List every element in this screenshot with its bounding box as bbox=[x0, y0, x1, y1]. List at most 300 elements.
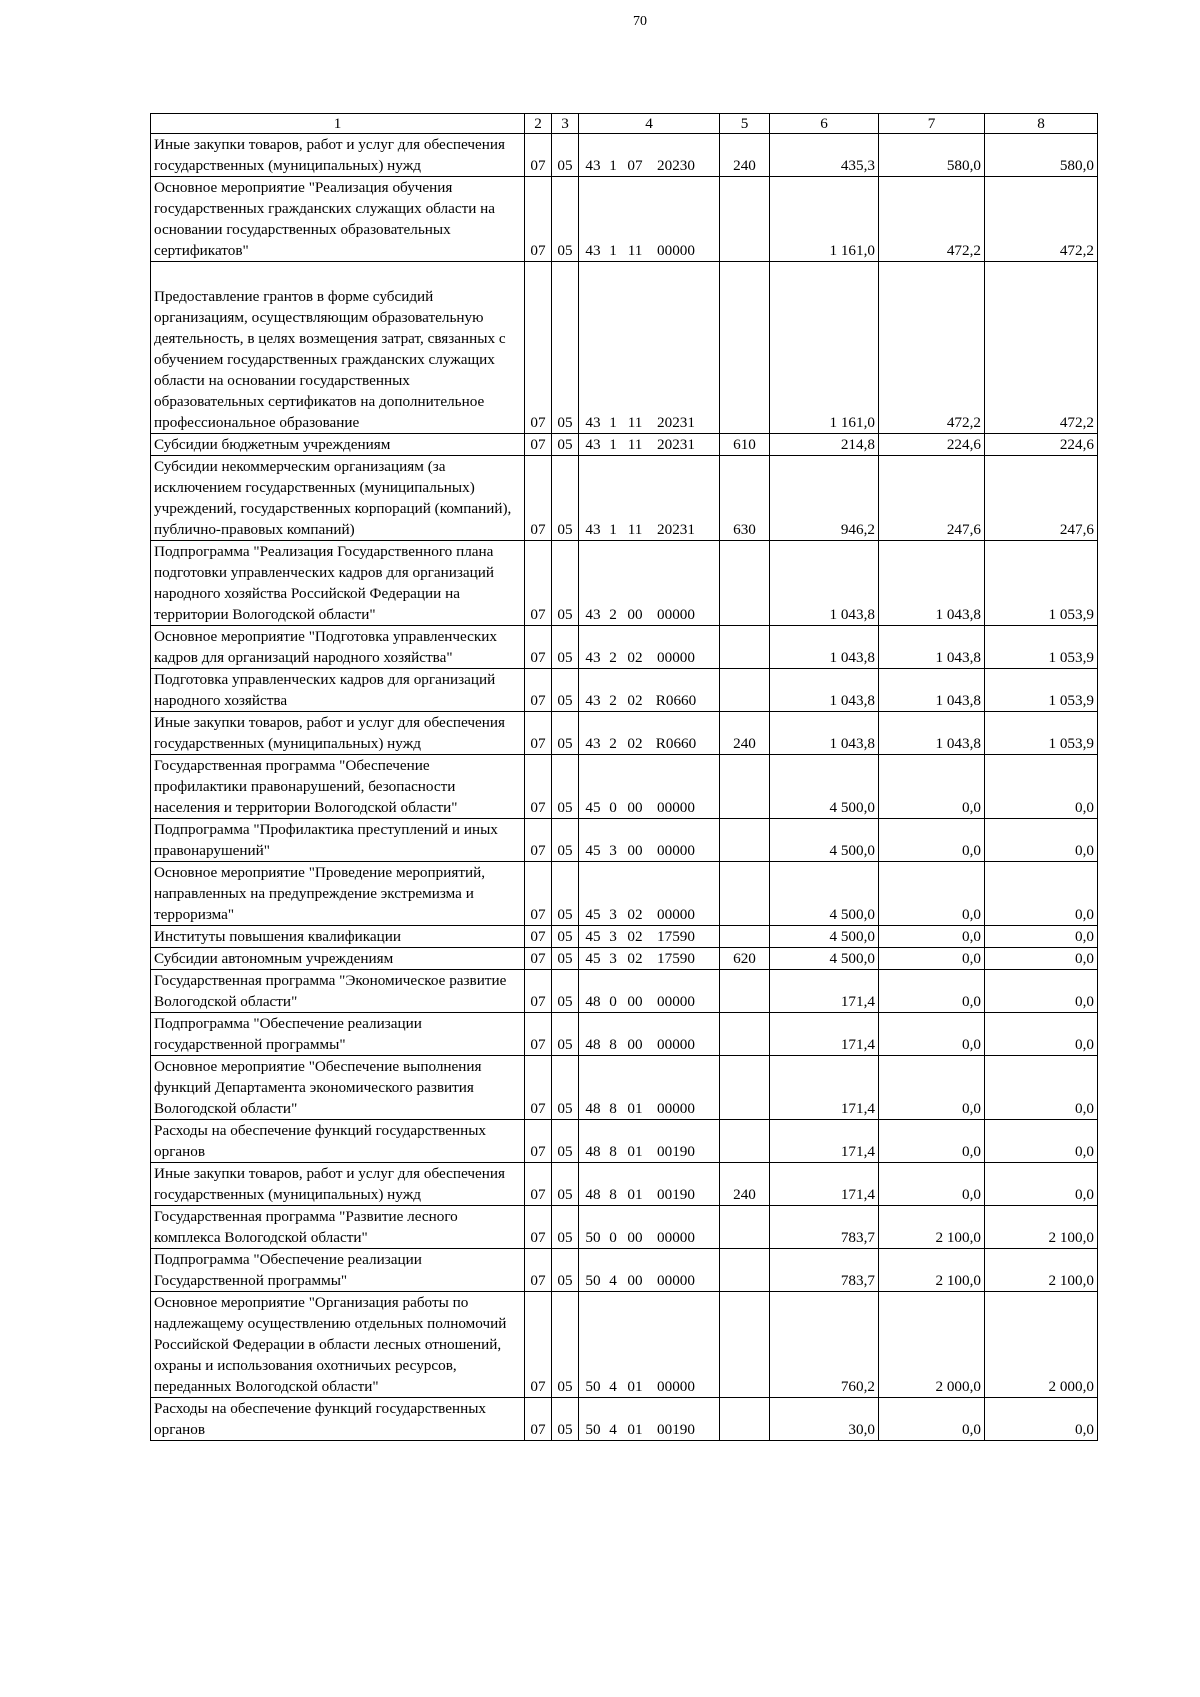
row-target-code bbox=[579, 134, 720, 177]
header-col-6: 6 bbox=[770, 114, 879, 134]
row-amount-7: 472,2 bbox=[879, 262, 985, 434]
row-amount-6: 783,7 bbox=[770, 1206, 879, 1249]
row-amount-6: 4 500,0 bbox=[770, 862, 879, 926]
row-section: 07 bbox=[525, 669, 552, 712]
code-direction: 20231 bbox=[657, 436, 695, 453]
row-name: Основное мероприятие "Обеспечение выполнения функций Департамента экономического развития Вологодской области" bbox=[151, 1056, 525, 1120]
row-amount-7: 0,0 bbox=[879, 970, 985, 1013]
row-amount-8: 0,0 bbox=[985, 755, 1098, 819]
row-amount-6: 30,0 bbox=[770, 1398, 879, 1441]
row-amount-7: 580,0 bbox=[879, 134, 985, 177]
row-section: 07 bbox=[525, 970, 552, 1013]
table-row bbox=[151, 1163, 1098, 1206]
code-direction: 00000 bbox=[657, 1036, 695, 1053]
code-direction: 00000 bbox=[657, 606, 695, 623]
row-name: Государственная программа "Экономическое развитие Вологодской области" bbox=[151, 970, 525, 1013]
row-amount-6: 1 043,8 bbox=[770, 541, 879, 626]
table-row bbox=[151, 755, 1098, 819]
code-program: 43 bbox=[585, 157, 601, 174]
row-name: Предоставление грантов в форме субсидий организациям, осуществляющим образовательную деятельность, в целях возмещения затрат, связанных с обучением государственных гражданских служащих области на основании государственных образовательных сертификатов на дополнительное профессиональное образование bbox=[151, 262, 525, 434]
row-amount-8: 1 053,9 bbox=[985, 712, 1098, 755]
code-direction: 20230 bbox=[657, 157, 695, 174]
row-amount-6: 4 500,0 bbox=[770, 819, 879, 862]
row-name: Институты повышения квалификации bbox=[151, 926, 525, 948]
row-amount-6: 783,7 bbox=[770, 1249, 879, 1292]
code-program: 45 bbox=[585, 799, 601, 816]
header-col-3: 3 bbox=[552, 114, 579, 134]
row-name: Основное мероприятие "Подготовка управленческих кадров для организаций народного хозяйства" bbox=[151, 626, 525, 669]
code-program: 50 bbox=[585, 1421, 601, 1438]
row-amount-7: 1 043,8 bbox=[879, 626, 985, 669]
row-amount-8: 472,2 bbox=[985, 262, 1098, 434]
row-amount-8: 0,0 bbox=[985, 926, 1098, 948]
row-section: 07 bbox=[525, 1013, 552, 1056]
row-subsection: 05 bbox=[552, 541, 579, 626]
table-row bbox=[151, 862, 1098, 926]
code-subprogram: 4 bbox=[609, 1421, 617, 1438]
code-event: 02 bbox=[627, 649, 643, 666]
row-expense-type bbox=[720, 1056, 770, 1120]
row-target-code bbox=[579, 177, 720, 262]
code-subprogram: 0 bbox=[609, 1229, 617, 1246]
row-section: 07 bbox=[525, 755, 552, 819]
code-subprogram: 3 bbox=[609, 928, 617, 945]
row-amount-7: 247,6 bbox=[879, 456, 985, 541]
row-section: 07 bbox=[525, 1056, 552, 1120]
code-subprogram: 1 bbox=[609, 436, 617, 453]
row-amount-8: 224,6 bbox=[985, 434, 1098, 456]
row-section: 07 bbox=[525, 1249, 552, 1292]
row-target-code bbox=[579, 712, 720, 755]
table-row bbox=[151, 541, 1098, 626]
row-amount-6: 171,4 bbox=[770, 1013, 879, 1056]
row-expense-type bbox=[720, 1206, 770, 1249]
code-subprogram: 2 bbox=[609, 692, 617, 709]
row-amount-6: 171,4 bbox=[770, 1056, 879, 1120]
row-amount-6: 171,4 bbox=[770, 1120, 879, 1163]
code-subprogram: 2 bbox=[609, 606, 617, 623]
code-subprogram: 2 bbox=[609, 649, 617, 666]
row-subsection: 05 bbox=[552, 1249, 579, 1292]
row-target-code bbox=[579, 1292, 720, 1398]
row-subsection: 05 bbox=[552, 1206, 579, 1249]
row-expense-type: 630 bbox=[720, 456, 770, 541]
table-row bbox=[151, 669, 1098, 712]
row-subsection: 05 bbox=[552, 926, 579, 948]
row-amount-8: 472,2 bbox=[985, 177, 1098, 262]
row-amount-8: 0,0 bbox=[985, 1163, 1098, 1206]
row-name: Подпрограмма "Профилактика преступлений и иных правонарушений" bbox=[151, 819, 525, 862]
code-event: 11 bbox=[627, 521, 643, 538]
row-amount-7: 1 043,8 bbox=[879, 712, 985, 755]
code-event: 01 bbox=[627, 1143, 643, 1160]
code-subprogram: 0 bbox=[609, 993, 617, 1010]
row-expense-type bbox=[720, 626, 770, 669]
row-amount-6: 4 500,0 bbox=[770, 948, 879, 970]
row-amount-8: 1 053,9 bbox=[985, 626, 1098, 669]
row-section: 07 bbox=[525, 134, 552, 177]
row-amount-8: 0,0 bbox=[985, 970, 1098, 1013]
row-amount-7: 0,0 bbox=[879, 819, 985, 862]
code-program: 48 bbox=[585, 993, 601, 1010]
table-row bbox=[151, 626, 1098, 669]
row-amount-8: 0,0 bbox=[985, 862, 1098, 926]
row-section: 07 bbox=[525, 862, 552, 926]
row-section: 07 bbox=[525, 456, 552, 541]
row-target-code bbox=[579, 862, 720, 926]
row-expense-type bbox=[720, 1398, 770, 1441]
row-amount-7: 1 043,8 bbox=[879, 541, 985, 626]
code-program: 43 bbox=[585, 436, 601, 453]
code-direction: 00000 bbox=[657, 1272, 695, 1289]
row-target-code bbox=[579, 926, 720, 948]
row-name: Государственная программа "Развитие лесного комплекса Вологодской области" bbox=[151, 1206, 525, 1249]
code-event: 00 bbox=[627, 842, 643, 859]
row-amount-8: 247,6 bbox=[985, 456, 1098, 541]
row-amount-8: 1 053,9 bbox=[985, 541, 1098, 626]
table-row bbox=[151, 262, 1098, 434]
code-subprogram: 8 bbox=[609, 1100, 617, 1117]
header-col-5: 5 bbox=[720, 114, 770, 134]
row-amount-6: 1 161,0 bbox=[770, 177, 879, 262]
code-subprogram: 8 bbox=[609, 1186, 617, 1203]
code-program: 48 bbox=[585, 1036, 601, 1053]
code-direction: 20231 bbox=[657, 521, 695, 538]
code-event: 02 bbox=[627, 692, 643, 709]
code-direction: 00190 bbox=[657, 1421, 695, 1438]
row-amount-7: 224,6 bbox=[879, 434, 985, 456]
row-target-code bbox=[579, 262, 720, 434]
code-direction: 00000 bbox=[657, 906, 695, 923]
row-name: Подпрограмма "Реализация Государственного плана подготовки управленческих кадров для организаций народного хозяйства Российской Федерации на территории Вологодской области" bbox=[151, 541, 525, 626]
code-event: 11 bbox=[627, 414, 643, 431]
table-row bbox=[151, 1120, 1098, 1163]
row-amount-8: 0,0 bbox=[985, 819, 1098, 862]
code-event: 00 bbox=[627, 1229, 643, 1246]
row-amount-6: 1 043,8 bbox=[770, 626, 879, 669]
code-event: 00 bbox=[627, 1272, 643, 1289]
row-expense-type: 620 bbox=[720, 948, 770, 970]
row-amount-8: 2 100,0 bbox=[985, 1206, 1098, 1249]
code-event: 02 bbox=[627, 735, 643, 752]
code-direction: 00000 bbox=[657, 649, 695, 666]
row-name: Субсидии автономным учреждениям bbox=[151, 948, 525, 970]
row-amount-8: 1 053,9 bbox=[985, 669, 1098, 712]
row-expense-type bbox=[720, 755, 770, 819]
row-expense-type: 240 bbox=[720, 1163, 770, 1206]
row-amount-8: 0,0 bbox=[985, 1013, 1098, 1056]
table-row bbox=[151, 456, 1098, 541]
row-expense-type bbox=[720, 819, 770, 862]
row-target-code bbox=[579, 970, 720, 1013]
row-subsection: 05 bbox=[552, 1056, 579, 1120]
code-subprogram: 4 bbox=[609, 1378, 617, 1395]
row-name: Расходы на обеспечение функций государственных органов bbox=[151, 1120, 525, 1163]
row-section: 07 bbox=[525, 1163, 552, 1206]
table-row bbox=[151, 134, 1098, 177]
row-name: Иные закупки товаров, работ и услуг для обеспечения государственных (муниципальных) нужд bbox=[151, 712, 525, 755]
row-section: 07 bbox=[525, 262, 552, 434]
row-target-code bbox=[579, 1013, 720, 1056]
row-subsection: 05 bbox=[552, 626, 579, 669]
code-program: 45 bbox=[585, 950, 601, 967]
row-amount-7: 0,0 bbox=[879, 1056, 985, 1120]
header-col-1: 1 bbox=[151, 114, 525, 134]
row-target-code bbox=[579, 669, 720, 712]
row-subsection: 05 bbox=[552, 712, 579, 755]
code-program: 43 bbox=[585, 606, 601, 623]
row-target-code bbox=[579, 1120, 720, 1163]
row-section: 07 bbox=[525, 177, 552, 262]
code-subprogram: 0 bbox=[609, 799, 617, 816]
row-section: 07 bbox=[525, 434, 552, 456]
code-direction: 00000 bbox=[657, 993, 695, 1010]
code-direction: 17590 bbox=[657, 928, 695, 945]
row-amount-8: 2 000,0 bbox=[985, 1292, 1098, 1398]
row-subsection: 05 bbox=[552, 134, 579, 177]
row-amount-7: 0,0 bbox=[879, 755, 985, 819]
code-direction: R0660 bbox=[655, 735, 697, 752]
row-target-code bbox=[579, 948, 720, 970]
row-expense-type bbox=[720, 1013, 770, 1056]
row-target-code bbox=[579, 1249, 720, 1292]
row-subsection: 05 bbox=[552, 177, 579, 262]
row-subsection: 05 bbox=[552, 1398, 579, 1441]
code-direction: 17590 bbox=[657, 950, 695, 967]
row-subsection: 05 bbox=[552, 1292, 579, 1398]
row-expense-type bbox=[720, 926, 770, 948]
table-row bbox=[151, 1292, 1098, 1398]
code-direction: 00000 bbox=[657, 842, 695, 859]
code-direction: 20231 bbox=[657, 414, 695, 431]
row-target-code bbox=[579, 755, 720, 819]
row-section: 07 bbox=[525, 926, 552, 948]
row-amount-7: 0,0 bbox=[879, 1013, 985, 1056]
row-target-code bbox=[579, 819, 720, 862]
code-program: 50 bbox=[585, 1229, 601, 1246]
code-direction: 00000 bbox=[657, 1229, 695, 1246]
row-expense-type bbox=[720, 1120, 770, 1163]
code-event: 01 bbox=[627, 1421, 643, 1438]
row-amount-7: 0,0 bbox=[879, 1163, 985, 1206]
header-row bbox=[151, 114, 1098, 134]
code-program: 43 bbox=[585, 414, 601, 431]
row-amount-8: 0,0 bbox=[985, 948, 1098, 970]
row-subsection: 05 bbox=[552, 819, 579, 862]
row-amount-7: 2 100,0 bbox=[879, 1249, 985, 1292]
row-amount-8: 2 100,0 bbox=[985, 1249, 1098, 1292]
row-subsection: 05 bbox=[552, 948, 579, 970]
row-section: 07 bbox=[525, 541, 552, 626]
row-expense-type: 240 bbox=[720, 134, 770, 177]
row-subsection: 05 bbox=[552, 1163, 579, 1206]
row-name: Основное мероприятие "Реализация обучения государственных гражданских служащих области на основании государственных образовательных сертификатов" bbox=[151, 177, 525, 262]
header-col-2: 2 bbox=[525, 114, 552, 134]
row-subsection: 05 bbox=[552, 262, 579, 434]
code-subprogram: 3 bbox=[609, 842, 617, 859]
row-target-code bbox=[579, 1163, 720, 1206]
code-subprogram: 8 bbox=[609, 1036, 617, 1053]
header-col-7: 7 bbox=[879, 114, 985, 134]
code-program: 45 bbox=[585, 842, 601, 859]
code-program: 43 bbox=[585, 649, 601, 666]
code-event: 02 bbox=[627, 928, 643, 945]
code-direction: R0660 bbox=[655, 692, 697, 709]
row-expense-type bbox=[720, 1249, 770, 1292]
row-amount-6: 171,4 bbox=[770, 1163, 879, 1206]
row-target-code bbox=[579, 541, 720, 626]
code-event: 00 bbox=[627, 1036, 643, 1053]
table-row bbox=[151, 1249, 1098, 1292]
code-event: 00 bbox=[627, 993, 643, 1010]
table-row bbox=[151, 177, 1098, 262]
code-subprogram: 3 bbox=[609, 906, 617, 923]
code-program: 50 bbox=[585, 1272, 601, 1289]
table-row bbox=[151, 926, 1098, 948]
row-expense-type: 240 bbox=[720, 712, 770, 755]
row-amount-7: 0,0 bbox=[879, 862, 985, 926]
row-amount-7: 0,0 bbox=[879, 948, 985, 970]
code-subprogram: 3 bbox=[609, 950, 617, 967]
row-target-code bbox=[579, 434, 720, 456]
code-event: 01 bbox=[627, 1100, 643, 1117]
header-col-4: 4 bbox=[579, 114, 720, 134]
row-target-code bbox=[579, 456, 720, 541]
row-amount-8: 0,0 bbox=[985, 1398, 1098, 1441]
row-name: Подпрограмма "Обеспечение реализации Государственной программы" bbox=[151, 1249, 525, 1292]
row-subsection: 05 bbox=[552, 1120, 579, 1163]
row-amount-8: 0,0 bbox=[985, 1120, 1098, 1163]
code-subprogram: 2 bbox=[609, 735, 617, 752]
row-section: 07 bbox=[525, 1398, 552, 1441]
row-amount-6: 1 161,0 bbox=[770, 262, 879, 434]
row-target-code bbox=[579, 626, 720, 669]
row-section: 07 bbox=[525, 1292, 552, 1398]
row-name: Подготовка управленческих кадров для организаций народного хозяйства bbox=[151, 669, 525, 712]
row-amount-6: 171,4 bbox=[770, 970, 879, 1013]
row-expense-type: 610 bbox=[720, 434, 770, 456]
row-target-code bbox=[579, 1206, 720, 1249]
row-amount-7: 0,0 bbox=[879, 926, 985, 948]
row-expense-type bbox=[720, 669, 770, 712]
row-name: Субсидии некоммерческим организациям (за исключением государственных (муниципальных) учреждений, государственных корпораций (компаний), публично-правовых компаний) bbox=[151, 456, 525, 541]
header-col-8: 8 bbox=[985, 114, 1098, 134]
code-subprogram: 1 bbox=[609, 521, 617, 538]
code-subprogram: 1 bbox=[609, 242, 617, 259]
row-amount-8: 580,0 bbox=[985, 134, 1098, 177]
row-subsection: 05 bbox=[552, 669, 579, 712]
row-section: 07 bbox=[525, 819, 552, 862]
row-name: Подпрограмма "Обеспечение реализации государственной программы" bbox=[151, 1013, 525, 1056]
row-section: 07 bbox=[525, 1120, 552, 1163]
row-expense-type bbox=[720, 970, 770, 1013]
budget-table bbox=[150, 113, 1098, 1441]
code-direction: 00190 bbox=[657, 1186, 695, 1203]
table-row bbox=[151, 1013, 1098, 1056]
page-number: 70 bbox=[633, 14, 647, 29]
code-subprogram: 1 bbox=[609, 157, 617, 174]
code-event: 00 bbox=[627, 799, 643, 816]
row-target-code bbox=[579, 1056, 720, 1120]
code-subprogram: 1 bbox=[609, 414, 617, 431]
code-event: 01 bbox=[627, 1378, 643, 1395]
table-row bbox=[151, 948, 1098, 970]
row-expense-type bbox=[720, 862, 770, 926]
code-program: 43 bbox=[585, 692, 601, 709]
code-subprogram: 4 bbox=[609, 1272, 617, 1289]
row-section: 07 bbox=[525, 1206, 552, 1249]
code-direction: 00000 bbox=[657, 1378, 695, 1395]
code-direction: 00000 bbox=[657, 242, 695, 259]
code-program: 48 bbox=[585, 1100, 601, 1117]
row-amount-6: 4 500,0 bbox=[770, 926, 879, 948]
code-event: 11 bbox=[627, 436, 643, 453]
code-program: 50 bbox=[585, 1378, 601, 1395]
code-event: 02 bbox=[627, 906, 643, 923]
row-amount-7: 1 043,8 bbox=[879, 669, 985, 712]
row-amount-6: 435,3 bbox=[770, 134, 879, 177]
table-row bbox=[151, 434, 1098, 456]
row-subsection: 05 bbox=[552, 1013, 579, 1056]
row-amount-7: 0,0 bbox=[879, 1120, 985, 1163]
row-expense-type bbox=[720, 177, 770, 262]
table-row bbox=[151, 970, 1098, 1013]
code-direction: 00000 bbox=[657, 1100, 695, 1117]
row-subsection: 05 bbox=[552, 970, 579, 1013]
row-name: Основное мероприятие "Проведение мероприятий, направленных на предупреждение экстремизма и терроризма" bbox=[151, 862, 525, 926]
code-program: 48 bbox=[585, 1186, 601, 1203]
table-row bbox=[151, 1206, 1098, 1249]
table-row bbox=[151, 1056, 1098, 1120]
row-amount-7: 2 000,0 bbox=[879, 1292, 985, 1398]
row-name: Субсидии бюджетным учреждениям bbox=[151, 434, 525, 456]
row-amount-6: 1 043,8 bbox=[770, 712, 879, 755]
row-name: Государственная программа "Обеспечение профилактики правонарушений, безопасности населения и территории Вологодской области" bbox=[151, 755, 525, 819]
row-amount-6: 946,2 bbox=[770, 456, 879, 541]
code-event: 11 bbox=[627, 242, 643, 259]
code-subprogram: 8 bbox=[609, 1143, 617, 1160]
row-amount-7: 2 100,0 bbox=[879, 1206, 985, 1249]
row-subsection: 05 bbox=[552, 434, 579, 456]
code-program: 45 bbox=[585, 906, 601, 923]
row-amount-8: 0,0 bbox=[985, 1056, 1098, 1120]
code-direction: 00000 bbox=[657, 799, 695, 816]
code-event: 02 bbox=[627, 950, 643, 967]
row-target-code bbox=[579, 1398, 720, 1441]
row-section: 07 bbox=[525, 712, 552, 755]
row-subsection: 05 bbox=[552, 755, 579, 819]
row-amount-7: 472,2 bbox=[879, 177, 985, 262]
row-name: Основное мероприятие "Организация работы по надлежащему осуществлению отдельных полномочий Российской Федерации в области лесных отношений, охраны и использования охотничьих ресурсов, переданных Вологодской области" bbox=[151, 1292, 525, 1398]
row-expense-type bbox=[720, 541, 770, 626]
table-row bbox=[151, 712, 1098, 755]
row-section: 07 bbox=[525, 948, 552, 970]
row-expense-type bbox=[720, 1292, 770, 1398]
row-name: Иные закупки товаров, работ и услуг для обеспечения государственных (муниципальных) нужд bbox=[151, 134, 525, 177]
row-amount-7: 0,0 bbox=[879, 1398, 985, 1441]
table-row bbox=[151, 819, 1098, 862]
row-subsection: 05 bbox=[552, 862, 579, 926]
row-name: Расходы на обеспечение функций государственных органов bbox=[151, 1398, 525, 1441]
row-name: Иные закупки товаров, работ и услуг для обеспечения государственных (муниципальных) нужд bbox=[151, 1163, 525, 1206]
row-expense-type bbox=[720, 262, 770, 434]
row-section: 07 bbox=[525, 626, 552, 669]
code-direction: 00190 bbox=[657, 1143, 695, 1160]
code-program: 48 bbox=[585, 1143, 601, 1160]
row-amount-6: 214,8 bbox=[770, 434, 879, 456]
code-event: 00 bbox=[627, 606, 643, 623]
row-subsection: 05 bbox=[552, 456, 579, 541]
